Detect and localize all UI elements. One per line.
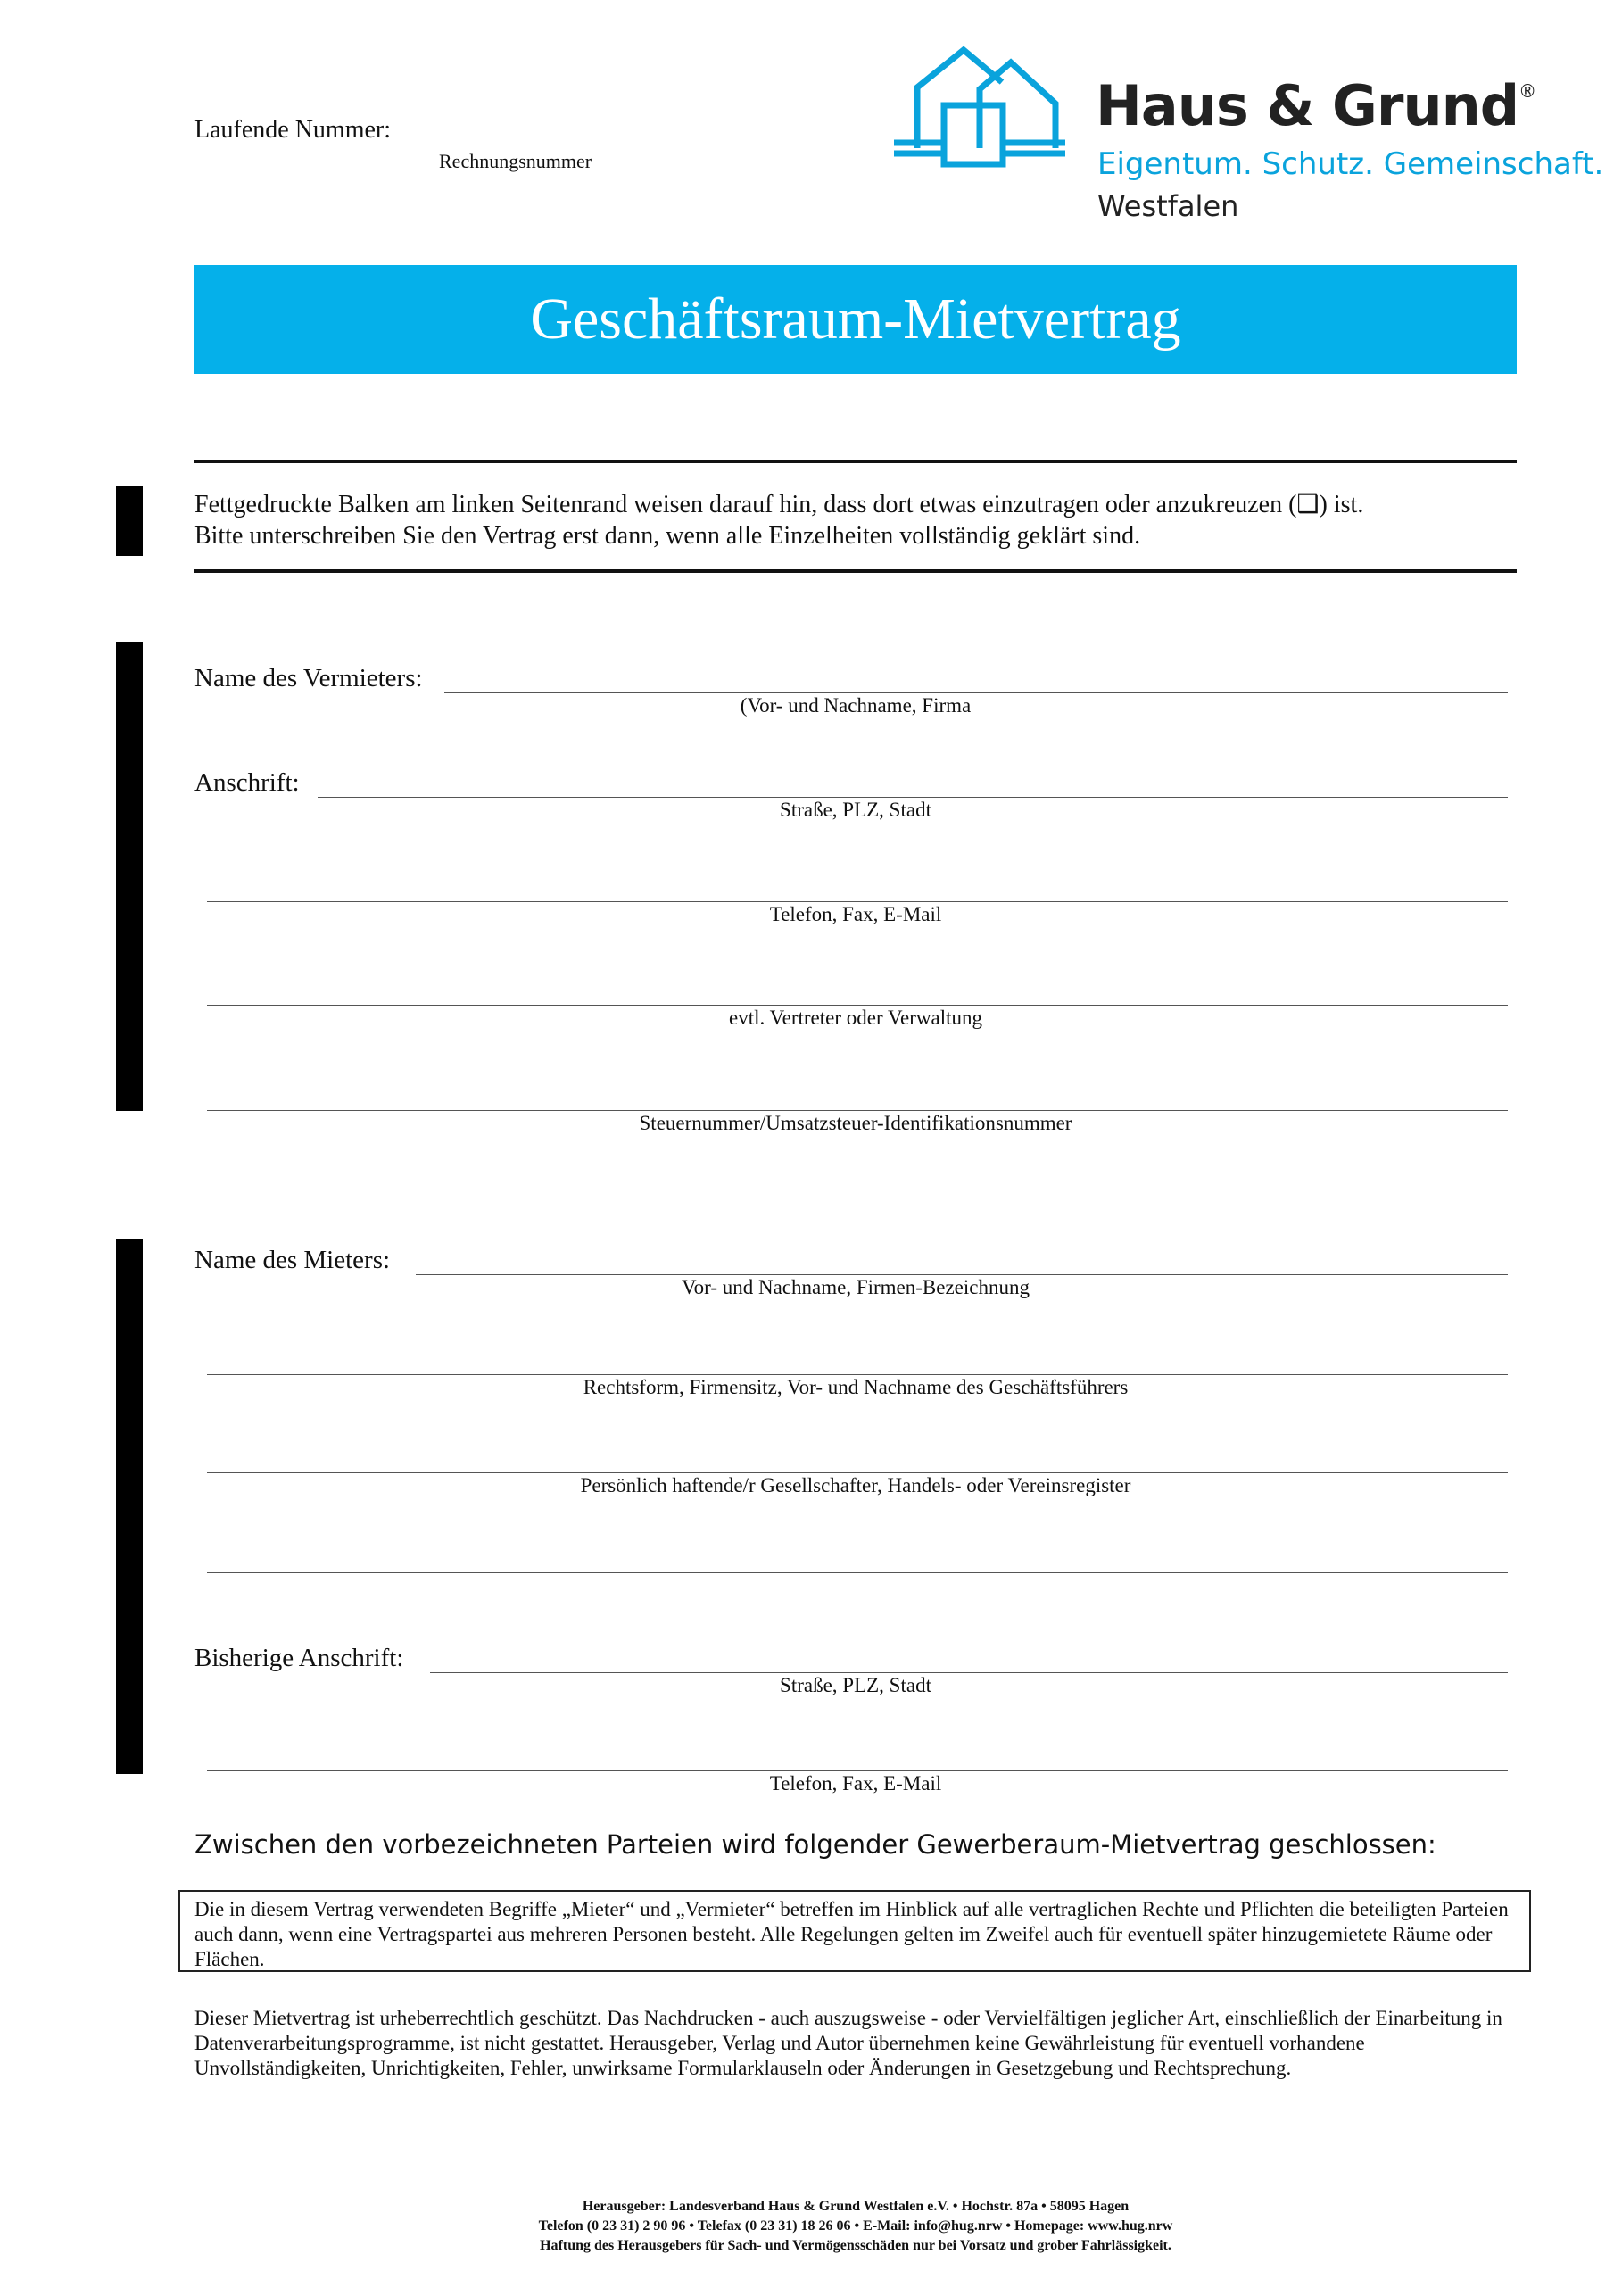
landlord-name-label: Name des Vermieters: xyxy=(194,664,423,692)
footer-line-2: Telefon (0 23 31) 2 90 96 • Telefax (0 23 31) 18 26 06 • E-Mail: info@hug.nrw • Homepage: www.hug.nrw xyxy=(538,2218,1173,2234)
tenant-prev-address-field[interactable] xyxy=(430,1672,1508,1673)
footer-line-1: Herausgeber: Landesverband Haus & Grund Westfalen e.V. • Hochstr. 87a • 58095 Hagen xyxy=(582,2199,1130,2214)
tenant-legal-field[interactable] xyxy=(207,1374,1508,1375)
copyright-notice: Dieser Mietvertrag ist urheberrechtlich geschützt. Das Nachdrucken - auch auszugsweise - oder Vervielfältigen jeglicher Art, einschließlich der Einarbeitung in Datenverarbeitungsprogramme, ist nicht gestattet. Herausgeber, Verlag und Autor übernehmen keine Gewährleistung für eventuell vorhandene Unvollständigkeiten, Unrichtigkeiten, Fehler, unwirksame Formularklauseln oder Änderungen in Gesetzgebung und Rechtsprechung. xyxy=(194,2007,1502,2079)
tenant-name-label: Name des Mieters: xyxy=(194,1246,391,1274)
agreement-statement: Zwischen den vorbezeichneten Parteien wird folgender Gewerberaum-Mietvertrag geschlossen: xyxy=(194,1829,1436,1860)
landlord-name-caption: (Vor- und Nachname, Firma xyxy=(740,694,972,717)
terms-box: Die in diesem Vertrag verwendeten Begriffe „Mieter“ und „Vermieter“ betreffen im Hinblick auf alle vertraglichen Rechte und Pflichten die beteiligten Parteien auch dann, wenn eine Vertragspartei aus mehreren Personen besteht. Alle Regelungen gelten im Zweifel auch für eventuell später hinzugemietete Räume oder Flächen. xyxy=(178,1890,1531,1972)
instruction-line-2: Bitte unterschreiben Sie den Vertrag erst dann, wenn alle Einzelheiten vollständig geklärt sind. xyxy=(194,522,1141,550)
instruction-line-1: Fettgedruckte Balken am linken Seitenrand weisen darauf hin, dass dort etwas einzutragen oder anzukreuzen (❑) ist. xyxy=(194,491,1364,518)
landlord-address-label: Anschrift: xyxy=(194,768,300,797)
tenant-partner-caption: Persönlich haftende/r Gesellschafter, Handels- oder Vereinsregister xyxy=(580,1474,1131,1496)
landlord-contact-caption: Telefon, Fax, E-Mail xyxy=(769,903,942,925)
marker-bar xyxy=(116,1239,143,1774)
landlord-address-field[interactable] xyxy=(318,797,1508,798)
tenant-legal-caption: Rechtsform, Firmensitz, Vor- und Nachname des Geschäftsführers xyxy=(583,1376,1129,1398)
publisher-footer xyxy=(194,2197,1517,2256)
tenant-prev-address-caption: Straße, PLZ, Stadt xyxy=(780,1674,931,1696)
page-title: Geschäftsraum-Mietvertrag xyxy=(530,286,1181,352)
brand-region: Westfalen xyxy=(1097,189,1239,223)
landlord-name-field[interactable] xyxy=(444,692,1508,693)
divider xyxy=(194,569,1517,573)
brand-tagline: Eigentum. Schutz. Gemeinschaft. xyxy=(1097,146,1604,182)
tenant-contact-caption: Telefon, Fax, E-Mail xyxy=(769,1772,942,1795)
tenant-prev-address-label: Bisherige Anschrift: xyxy=(194,1644,404,1672)
marker-bar xyxy=(116,642,143,1111)
landlord-tax-field[interactable] xyxy=(207,1110,1508,1111)
title-bar xyxy=(194,265,1517,374)
tenant-name-field[interactable] xyxy=(416,1274,1508,1275)
instruction-note xyxy=(194,489,1533,551)
tenant-name-caption: Vor- und Nachname, Firmen-Bezeichnung xyxy=(681,1276,1030,1298)
footer-line-3: Haftung des Herausgebers für Sach- und Vermögensschäden nur bei Vorsatz und grober Fahrlässigkeit. xyxy=(540,2238,1171,2253)
brand-name: Haus & Grund® xyxy=(1096,73,1536,138)
landlord-address-caption: Straße, PLZ, Stadt xyxy=(780,799,931,821)
divider xyxy=(194,460,1517,463)
landlord-contact-field[interactable] xyxy=(207,901,1508,902)
landlord-tax-caption: Steuernummer/Umsatzsteuer-Identifikationsnummer xyxy=(639,1112,1072,1134)
landlord-representative-caption: evtl. Vertreter oder Verwaltung xyxy=(729,1007,982,1029)
running-number-label: Laufende Nummer: xyxy=(194,116,392,144)
landlord-representative-field[interactable] xyxy=(207,1005,1508,1006)
marker-bar xyxy=(116,486,143,556)
tenant-partner-field[interactable] xyxy=(207,1472,1508,1473)
running-number-caption: Rechnungsnummer xyxy=(439,150,592,172)
house-logo-icon xyxy=(890,43,1069,177)
tenant-extra-field[interactable] xyxy=(207,1572,1508,1573)
tenant-contact-field[interactable] xyxy=(207,1770,1508,1771)
